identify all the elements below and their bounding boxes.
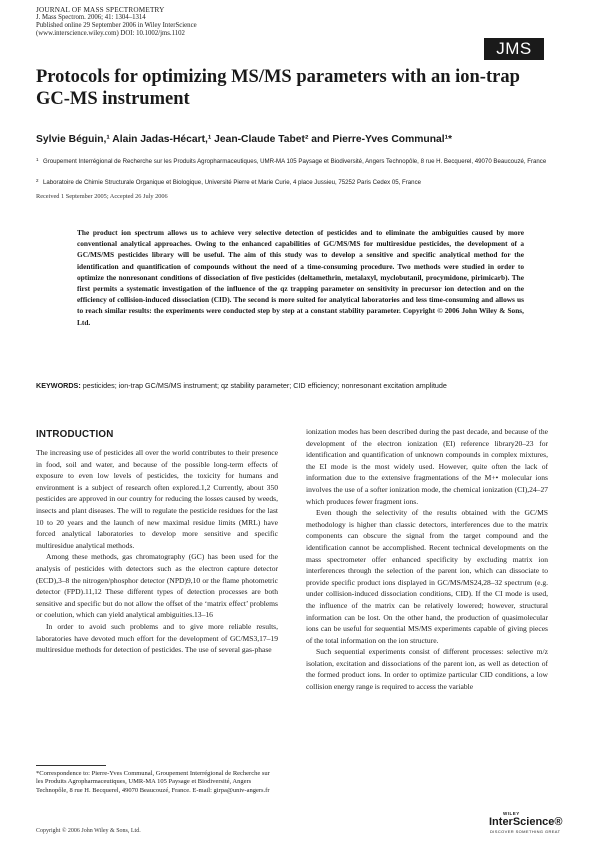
received-dates: Received 1 September 2005; Accepted 26 July 2006 (36, 193, 168, 200)
publication-info: Published online 29 September 2006 in Wiley InterScience (36, 22, 197, 29)
journal-name: JOURNAL OF MASS SPECTROMETRY (36, 6, 165, 14)
paragraph: Among these methods, gas chromatography (GC) has been used for the analysis of pesticides with detectors such as the electron capture detector (ECD),3–8 the nitrogen/phosphor detector (NPD)9,10 or the flame photometric detector (FPD).11,12 These different types of detection processes are both sensitive and specific but do not allow the offset of the ‘matrix effect’ problems or coelution, which can yield analytical ambiguities.13–16 (36, 552, 278, 620)
wiley-interscience-logo (489, 811, 571, 833)
paragraph: The increasing use of pesticides all over the world contributes to their presence in food, soil and water, and because of the possible long-term effects of exposure to even low levels of pesticides, the toxicity for humans and environment is a subject of research often explored.1,2 Currently, about 350 pesticides are approved in our country for reducing the losses caused by weeds, insects and plant diseases. The will to regulate the pesticide residues for the last 10 to 20 years and the launch of new maximal residue limits (MRL) have forced analytical laboratories to develop more sensitive and specific multiresidue analytical methods. (36, 448, 278, 550)
journal-citation: J. Mass Spectrom. 2006; 41: 1304–1314 (36, 14, 146, 21)
affiliation-mark: 1 (36, 157, 39, 162)
author-list: Sylvie Béguin,¹ Alain Jadas-Hécart,¹ Jean-Claude Tabet² and Pierre-Yves Communal¹* (36, 134, 453, 145)
logo-top-text: WILEY (503, 811, 520, 816)
paragraph: Such sequential experiments consist of different processes: selective m/z isolation, excitation and dissociations of the parent ion, as well as detection of the formed product ions. In order to optimize particular CID conditions, a low collision energy range is required to access the variable (306, 647, 548, 692)
paragraph: Even though the selectivity of the results obtained with the GC/MS methodology is higher than classic detectors, interferences due to the matrix components can obscure the signal from the target compound and the identification cannot be accomplished. Recent technical developments on the mass spectrometer offer enhanced specificity by excluding matrix ion interferences through the selection of the parent ion, which can dissociate to provide specific product ions displayed in GC/MS/MS24,28–32 spectrum (e.g. under collision-induced dissociation conditions, CID). If the CI mode is used, the influence of the matrix can be relatively lowered; however, structural information can be lost. On the other hand, the production of quasimolecular ions can be useful for sequential MS/MS experiments capable of giving pieces of the total information on the ion structure. (306, 508, 548, 645)
affiliation-text: Laboratoire de Chimie Structurale Organique et Biologique, Université Pierre et Marie Curie, 4 place Jussieu, 75252 Paris Cedex 05, France (43, 179, 422, 186)
affiliation-mark: 2 (36, 178, 39, 183)
affiliation-text: Groupement Interrégional de Recherche sur les Produits Agropharmaceutiques, UMR-MA 105 Paysage et Biodiversité, Angers Technopôle, 8 rue H. Becquerel, 49070 Beaucouzé, France (43, 158, 547, 165)
keywords (36, 380, 566, 392)
copyright-notice: Copyright © 2006 John Wiley & Sons, Ltd. (36, 828, 141, 834)
affiliation-1 (36, 157, 566, 166)
paragraph: ionization modes has been described during the past decade, and because of the development of the electron ionization (EI) reference library20–23 for identification and quantification of unknown compounds in complex mixtures, the EI mode is the most widely used. However, quite often the lack of information due to the extensive fragmentations of the M+• molecular ions involves the use of a softer ionization mode, the chemical ionization (CI),24–27 which produces fewer fragment ions. (306, 427, 548, 506)
left-column (36, 447, 278, 656)
correspondence-footnote: *Correspondence to: Pierre-Yves Communal, Groupement Interrégional de Recherche sur les Produits Agropharmaceutiques, UMR-MA 105 Paysage et Biodiversité, Angers Technopôle, 8 rue H. Becquerel, 49070 Beaucouzé, France. E-mail: girpa@univ-angers.fr (36, 770, 270, 794)
logo-main-text: InterScience® (489, 816, 563, 828)
keywords-label: KEYWORDS: (36, 381, 81, 390)
jms-logo: JMS (484, 38, 544, 60)
paragraph: In order to avoid such problems and to give more reliable results, laboratories have devoted much effort for the development of GC/MS3,17–19 multiresidue methods for detection of pesticides. The use of several gas-phase (36, 621, 278, 655)
article-title: Protocols for optimizing MS/MS parameters with an ion-trap GC-MS instrument (36, 67, 520, 109)
keywords-text: pesticides; ion-trap GC/MS/MS instrument; qz stability parameter; CID efficiency; nonresonant excitation amplitude (82, 381, 447, 390)
abstract: The product ion spectrum allows us to achieve very selective detection of pesticides and to eliminate the ambiguities caused by more conventional analytical approaches. Owing to the enhanced capabilities of GC/MS/MS for multiresidue pesticides, the development of a GC/MS/MS pesticides library will be useful. The aim of this study was to develop a sensitive and specific analytical method for the identification and quantification of compounds without the need of a time-consuming procedure. Two methods were studied in order to optimize the nonresonant conditions of dissociation of five pesticides (deltamethrin, metalaxyl, myclobutanil, procymidone, pirimicarb). The first permits a systematic investigation of the influence of the qz trapping parameter on sensitivity in precursor ion detection and on the efficiency of collision-induced dissociation (CID). The second is more suited for analytical laboratories and less time-consuming and allows us to reach similar results: the experiments were conducted step by step at a constant stability parameter. Copyright © 2006 John Wiley & Sons, Ltd. (77, 228, 524, 327)
affiliation-2 (36, 178, 566, 187)
logo-tagline: DISCOVER SOMETHING GREAT (490, 829, 561, 834)
doi-line[interactable]: (www.interscience.wiley.com) DOI: 10.1002/jms.1102 (36, 30, 185, 37)
footnote-rule (36, 765, 106, 766)
journal-header (36, 6, 366, 38)
section-heading-introduction: INTRODUCTION (36, 429, 114, 440)
right-column (306, 426, 548, 693)
